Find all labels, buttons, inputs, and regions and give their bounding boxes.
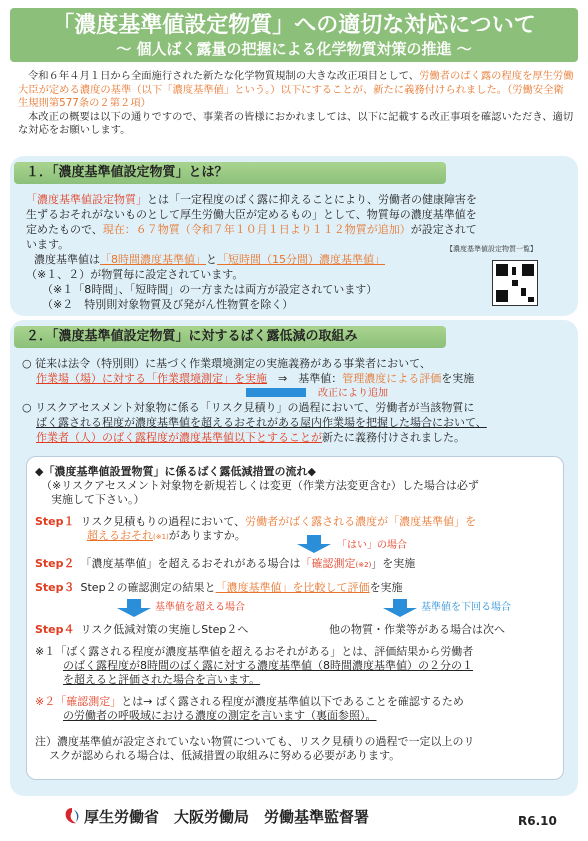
sec2-b3a: 作業者（人）のばく露程度が濃度基準値以下とすることが [36, 431, 322, 444]
intro-text [18, 70, 574, 138]
flow-note-1: （※リスクアセスメント対象物を新規若しくは変更（作業方法変更含む）した場合は必ず [41, 479, 479, 492]
sec1-l3a: 定めたもので、 [26, 223, 103, 236]
step1-a: リスク見積もりの過程において、 [80, 515, 246, 528]
footnote-1b: のばく露程度が8時間のばく露に対する濃度基準値（8時間濃度基準値）の２分の１ [63, 659, 473, 672]
down-arrow-under-icon [383, 599, 417, 617]
step3-a: Step２の確認測定の結果と [80, 581, 216, 594]
sec1-l1b: とは「一定程度のばく露に抑えることにより、労働者の健康障害を [147, 193, 477, 206]
step3-b: 「濃度基準値」を比較して評価 [215, 581, 370, 594]
sec2-b2: ばく露される程度が濃度基準値を超えるおそれがある屋内作業場を把握した場合において、 [36, 416, 487, 429]
added-label: 改正により追加 [318, 388, 388, 399]
step2-b: 「確認測定 [300, 557, 356, 570]
intro-p1b: 労働者のばく露の程度を厚生労働大臣が定める濃度の基準（以下「濃度基準値」という。）以下にすることが、新たに義務付けられました。（労働安全衛生規則第577条の２第２項） [18, 70, 574, 109]
sec1-l2: 生ずるおそれがないものとして厚生労働大臣が定めるもの」として、物質毎の濃度基準値を [26, 208, 477, 221]
section-1 [10, 156, 578, 316]
step4-label: Step４ [35, 623, 75, 636]
term-highlight: 「濃度基準値設定物質」 [26, 193, 147, 206]
yes-label: 「はい」の場合 [337, 540, 407, 551]
step1-b: 労働者がばく露される濃度が「濃度基準値」を [245, 515, 477, 528]
intro-p2: 本改正の概要は以下の通りですので、事業者の皆様におかれましては、以下に記載する改正事項を確認いただき、適切な対応をお願いします。 [18, 110, 574, 136]
note-1: 注）濃度基準値が設定されていない物質についても、リスク見積りの過程で一定以上のリ [35, 735, 475, 748]
step1-d: がありますか。 [168, 529, 246, 542]
section-2-heading: ２．「濃度基準値設定物質」に対するばく露低減の取組み [14, 326, 446, 348]
qr-code-icon[interactable] [492, 260, 538, 306]
sec2-a1: ○ 従来は法令（特別則）に基づく作業環境測定の実施義務がある事業者において、 [22, 357, 431, 370]
sec1-l4: います。 [26, 238, 70, 251]
footnote-2b: とは→ ばく露される程度が濃度基準値以下であることを確認するため [121, 695, 464, 708]
footer-org: 厚生労働省 大阪労働局 労働基準監督署 [84, 808, 370, 826]
page-title: 「濃度基準値設定物質」への適切な対応について [52, 13, 536, 38]
sec2-b3b: 新たに義務付けされました。 [322, 431, 465, 444]
qr-label: 【濃度基準値設定物質一覧】 [446, 245, 537, 253]
sec2-a2a: 作業場（場）に対する「作業環境測定」を実施 [36, 372, 267, 385]
flow-note-2: 実施して下さい。） [51, 493, 145, 506]
sec1-l5d: 「短時間（15分間）濃度基準値」 [217, 253, 385, 266]
step2-a: 「濃度基準値」を超えるおそれがある場合は [80, 557, 301, 570]
over-label: 基準値を超える場合 [155, 602, 245, 613]
step2-c: 」を実施 [371, 557, 416, 570]
sec1-l5a: 濃度基準値は [34, 253, 100, 266]
sec2-a2b: ⇒ 基準値： [278, 372, 343, 385]
flow-box: ◆「濃度基準値設置物質」に係るばく露低減措置の流れ◆ （※リスクアセスメント対象物を新規若しくは変更（作業方法変更含む）した場合は必ず 実施して下さい。） Step１ リスク見積もりの過程において、労働者がばく露される濃度が「濃度基準値」を 超えるおそれ(※1)がありますか。 「はい」の場合 Step２ 「濃度基準値」を超えるおそれがある場合は「確認測定(※2)」を実施 Step３ Step２の確認測定の結果と「濃度基準値」を比較して評価を実施 基準値を超える場合 基準値を下回る場合 Step４ リスク低減対策の実施しStep２へ 他の物質・作業等がある場合は次へ ※１「ばく露される程度が濃度基準値を超えるおそれがある」とは、評価結果から労働者 のばく露程度が8時間のばく露に対する濃度基準値（8時間濃度基準値）の２分の１ を超えると評価された場合を言います。 ※２「確認測定」とは→ ばく露される程度が濃度基準値以下であることを確認するため の労働者の呼吸域における濃度の測定を言います（裏面参照）。 注）濃度基準値が設定されていない物質についても、リスク見積りの過程で一定以上のリ スクが認められる場合は、低減措置の取組みに努める必要があります。 [26, 456, 564, 780]
added-arrow-icon [246, 388, 306, 397]
under-label: 基準値を下回る場合 [421, 602, 511, 613]
footnote-1c: を超えると評価された場合を言います。 [63, 673, 261, 686]
sec2-a2c: 管理濃度による評価 [342, 372, 442, 385]
sec1-l3b: 現在：６７物質（令和７年１０月１日より１１２物質が追加） [102, 223, 411, 236]
footer-date: R6.10 [518, 814, 557, 828]
step3-label: Step３ [35, 581, 75, 594]
footnote-1: ※１「ばく露される程度が濃度基準値を超えるおそれがある」とは、評価結果から労働者 [35, 645, 474, 658]
section-2-body [22, 356, 562, 445]
sec2-a2d: を実施 [441, 372, 475, 385]
footnote-2c: の労働者の呼吸域における濃度の測定を言います（裏面参照）。 [63, 709, 377, 722]
sec2-b1: ○ リスクアセスメント対象物に係る「リスク見積り」の過程において、労働者が当該物質に [22, 401, 475, 414]
intro-p1a: 令和６年４月１日から全面施行された新たな化学物質規制の大きな改正項目として、 [28, 70, 420, 82]
footnote-2a: ※２「確認測定」 [35, 695, 122, 708]
step3-c: を実施 [369, 581, 403, 594]
step1-c: 超えるおそれ [87, 529, 153, 542]
section-2 [10, 320, 578, 796]
sec1-l5c: と [206, 253, 217, 266]
step1-label: Step１ [35, 515, 75, 528]
page-subtitle: ～ 個人ばく露量の把握による化学物質対策の推進 ～ [116, 40, 472, 58]
title-banner [10, 8, 578, 62]
sec1-n2: （※２ 特別則対象物質及び発がん性物質を除く） [42, 298, 294, 311]
sec1-l3c: が設定されて [410, 223, 477, 236]
step4-a: リスク低減対策の実施しStep２へ [80, 623, 249, 636]
step4-b: 他の物質・作業等がある場合は次へ [329, 623, 505, 636]
sec1-l6: （※１、２）が物質毎に設定されています。 [26, 268, 244, 281]
sec1-n1: （※１「8時間」、「短時間」の一方または両方が設定されています） [42, 283, 378, 296]
note-2: スクが認められる場合は、低減措置の取組みに努める必要があります。 [49, 749, 401, 762]
down-arrow-over-icon [117, 599, 151, 617]
sec1-l5b: 「8時間濃度基準値」 [100, 253, 206, 266]
step2-label: Step２ [35, 557, 75, 570]
section-1-heading: １．「濃度基準値設定物質」とは？ [14, 162, 446, 184]
ministry-logo-icon [62, 806, 82, 826]
down-arrow-icon [297, 535, 331, 553]
flow-title: ◆「濃度基準値設置物質」に係るばく露低減措置の流れ◆ [35, 465, 316, 478]
